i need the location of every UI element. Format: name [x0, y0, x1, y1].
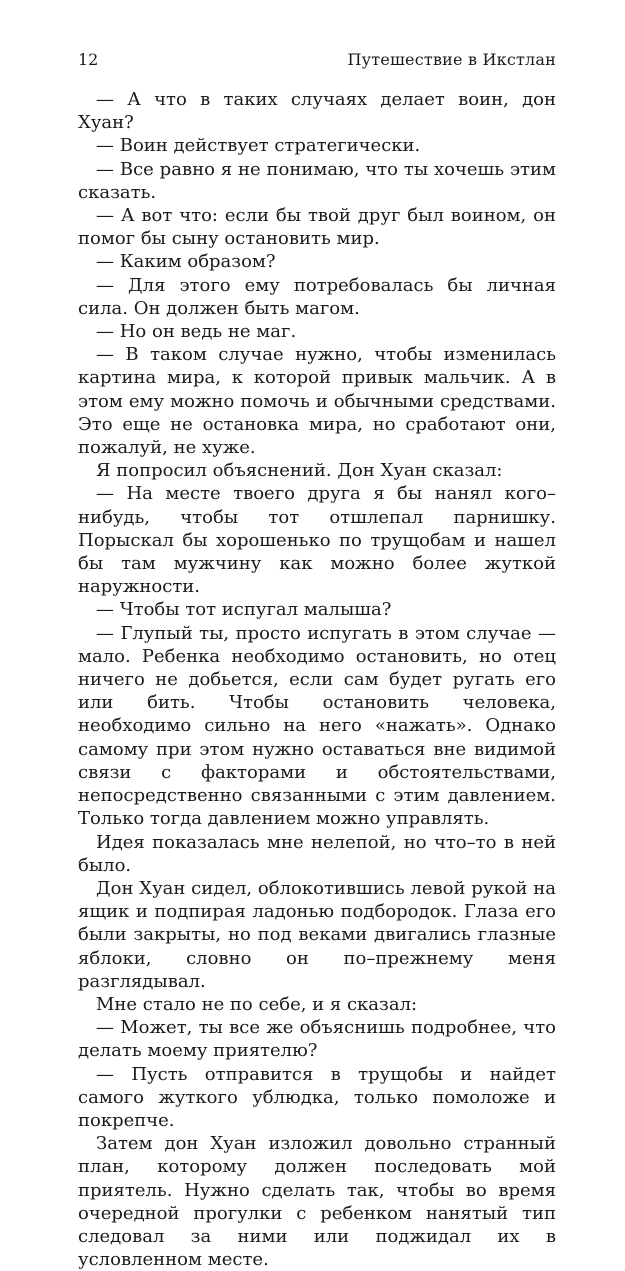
page-number: 12 — [78, 50, 99, 69]
paragraph: — Чтобы тот испугал малыша? — [96, 599, 392, 621]
paragraph: Мне стало не по себе, и я сказал: — [96, 993, 418, 1015]
running-title: Путешествие в Икстлан — [347, 50, 556, 69]
paragraph: — Но он ведь не маг. — [96, 321, 297, 343]
paragraph: — А что в таких случаях делает воин, дон Хуан? — [78, 89, 556, 134]
paragraph: — В таком случае нужно, чтобы изменилась картина мира, к которой привык мальчик. А в этом ему можно помочь и обычными средствами. Это еще не остановка мира, но сработают они, пожалуй, не хуже. — [78, 344, 556, 459]
paragraph: Затем дон Хуан изложил довольно странный план, которому должен последовать мой приятель. Нужно сделать так, чтобы во время очередной прогулки с ребенком нанятый тип следовал за ними или поджидал их в условленном месте. — [78, 1133, 556, 1271]
paragraph: — Для этого ему потребовалась бы личная сила. Он должен быть магом. — [78, 274, 556, 319]
paragraph: — Может, ты все же объяснишь подробнее, что делать моему приятелю? — [78, 1017, 556, 1062]
paragraph: — Все равно я не понимаю, что ты хочешь этим сказать. — [78, 158, 556, 203]
paragraph: — Каким образом? — [96, 251, 276, 273]
body-text — [78, 88, 556, 1271]
paragraph: Дон Хуан сидел, облокотившись левой рукой на ящик и подпирая ладонью подбородок. Глаза его были закрыты, но под веками двигались глазные яблоки, словно он по–прежнему меня разглядывал. — [78, 877, 556, 992]
paragraph: — На месте твоего друга я бы нанял кого–нибудь, чтобы тот отшлепал парнишку. Порыскал бы хорошенько по трущобам и нашел бы там мужчину как можно более жуткой наружности. — [78, 483, 556, 598]
paragraph: — Пусть отправится в трущобы и найдет самого жуткого ублюдка, только помоложе и покрепче. — [78, 1063, 556, 1131]
paragraph: Я попросил объяснений. Дон Хуан сказал: — [96, 460, 503, 482]
paragraph: — А вот что: если бы твой друг был воином, он помог бы сыну остановить мир. — [78, 205, 556, 250]
paragraph: — Глупый ты, просто испугать в этом случае — мало. Ребенка необходимо остановить, но отец ничего не добьется, если сам будет ругать его или бить. Чтобы остановить человека, необходимо сильно на него «нажать». Однако самому при этом нужно оставаться вне видимой связи с факторами и обстоятельствами, непосредственно связанными с этим давлением. Только тогда давлением можно управлять. — [78, 622, 556, 830]
paragraph: — Воин действует стратегически. — [96, 135, 421, 157]
paragraph: Идея показалась мне нелепой, но что–то в ней было. — [78, 831, 556, 876]
page-header — [78, 50, 556, 72]
